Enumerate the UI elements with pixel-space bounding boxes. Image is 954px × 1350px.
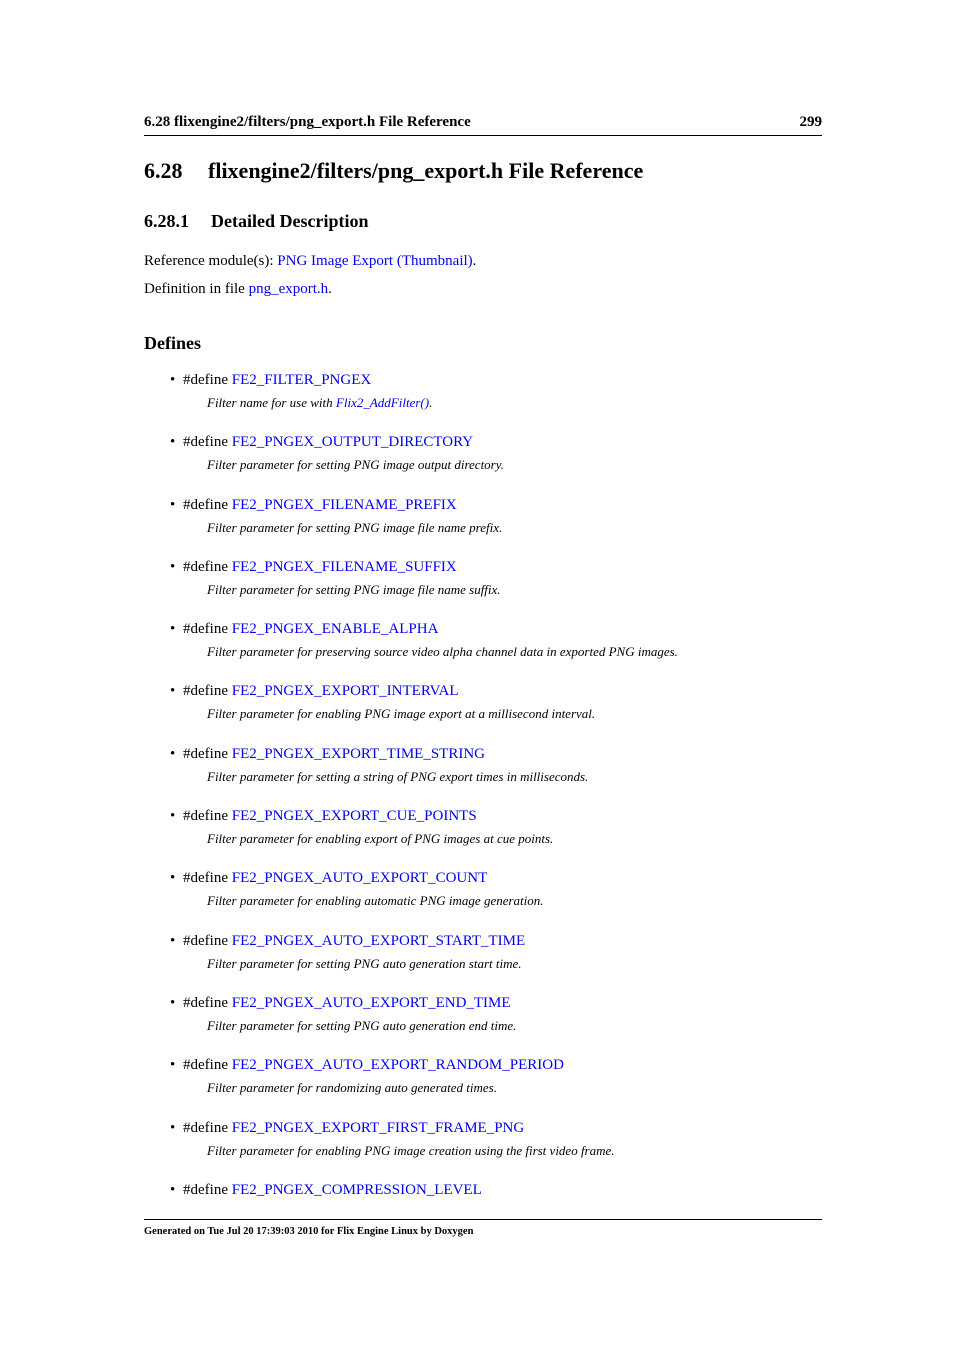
document-page [144,0,822,1350]
bullet-icon: • [170,621,176,638]
bullet-icon: • [170,496,176,513]
define-description [207,1143,822,1159]
define-description-text: Filter parameter for setting PNG image file name suffix. [207,581,501,597]
define-description-text: Filter parameter for enabling automatic PNG image generation. [207,893,544,909]
define-line [170,744,822,764]
page-footer: Generated on Tue Jul 20 17:39:03 2010 for Flix Engine Linux by Doxygen [144,1219,822,1238]
bullet-icon: • [170,558,176,575]
define-name-link[interactable]: FE2_PNGEX_COMPRESSION_LEVEL [231,1181,482,1198]
define-keyword: #define [183,932,232,949]
define-item [144,1118,822,1180]
define-description [207,395,822,411]
define-description-text: Filter parameter for setting PNG image output directory. [207,457,505,473]
define-description [207,520,822,536]
define-description-text: Filter parameter for setting PNG image file name prefix. [207,519,503,535]
define-name-link[interactable]: FE2_PNGEX_EXPORT_CUE_POINTS [231,808,477,825]
reference-module-link[interactable]: PNG Image Export (Thumbnail) [277,253,473,269]
define-line [170,993,822,1013]
define-item [144,931,822,993]
define-description-text: Filter parameter for enabling PNG image export at a millisecond interval. [207,706,596,722]
define-item [144,993,822,1055]
define-line [170,557,822,577]
bullet-icon: • [170,372,176,388]
bullet-icon: • [170,745,176,762]
define-description-text: Filter parameter for setting PNG auto generation end time. [207,1017,517,1033]
bullet-icon: • [170,1057,176,1074]
define-keyword: #define [183,808,232,825]
bullet-icon: • [170,994,176,1011]
subsection-title [144,209,368,233]
define-keyword: #define [183,1057,232,1074]
define-description-link[interactable]: Flix2_AddFilter() [335,395,430,410]
define-item [144,495,822,557]
define-item [144,681,822,743]
define-name-link[interactable]: FE2_PNGEX_EXPORT_TIME_STRING [231,745,486,762]
define-description [207,457,822,473]
define-item [144,370,822,432]
define-description [207,769,822,785]
definition-file-prefix: Definition in file [144,281,249,297]
define-line [170,1180,822,1200]
define-item [144,744,822,806]
define-name-link[interactable]: FE2_PNGEX_OUTPUT_DIRECTORY [231,434,474,451]
define-name-link[interactable]: FE2_PNGEX_EXPORT_FIRST_FRAME_PNG [231,1119,525,1136]
subsection-number: 6.28.1 [144,211,189,231]
define-keyword: #define [183,683,232,700]
define-name-link[interactable]: FE2_PNGEX_AUTO_EXPORT_COUNT [231,870,488,887]
define-description [207,1080,822,1096]
bullet-icon: • [170,808,176,825]
define-keyword: #define [183,621,232,638]
define-line [170,370,822,390]
define-line [170,806,822,826]
define-keyword: #define [183,1119,232,1136]
define-description-text: Filter parameter for preserving source video alpha channel data in exported PNG images. [207,644,678,660]
define-name-link[interactable]: FE2_PNGEX_EXPORT_INTERVAL [231,683,459,700]
define-line [170,931,822,951]
section-title [144,157,643,185]
define-description [207,831,822,847]
define-description [207,893,822,909]
define-description [207,1018,822,1034]
definition-file-link[interactable]: png_export.h [248,281,329,297]
defines-heading: Defines [144,333,201,353]
define-description-text: Filter parameter for setting a string of PNG export times in milliseconds. [207,768,589,784]
bullet-icon: • [170,1119,176,1136]
define-keyword: #define [183,870,232,887]
reference-modules-line [144,251,476,271]
reference-modules-prefix: Reference module(s): [144,253,278,269]
define-name-link[interactable]: FE2_PNGEX_AUTO_EXPORT_RANDOM_PERIOD [231,1057,564,1074]
define-item [144,619,822,681]
define-line [170,868,822,888]
define-description-text: Filter name for use with [207,395,336,410]
definition-file-line [144,279,332,299]
define-description [207,582,822,598]
define-item [144,1055,822,1117]
define-item [144,868,822,930]
define-line [170,1055,822,1075]
define-description-suffix: . [429,395,433,410]
running-header-title: 6.28 flixengine2/filters/png_export.h File Reference [144,114,471,130]
definition-file-suffix: . [328,281,332,297]
define-line [170,1118,822,1138]
define-item [144,557,822,619]
define-description-text: Filter parameter for enabling export of PNG images at cue points. [207,831,554,847]
running-header [144,113,822,136]
define-keyword: #define [183,745,232,762]
define-line [170,681,822,701]
define-description [207,956,822,972]
define-line [170,432,822,452]
section-title-text: flixengine2/filters/png_export.h File Reference [208,158,644,183]
define-name-link[interactable]: FE2_PNGEX_AUTO_EXPORT_START_TIME [231,932,526,949]
bullet-icon: • [170,683,176,700]
subsection-title-text: Detailed Description [211,211,369,231]
define-list [144,370,822,1242]
define-keyword: #define [183,1181,232,1198]
define-description-text: Filter parameter for randomizing auto generated times. [207,1080,497,1096]
section-number: 6.28 [144,158,183,183]
define-name-link[interactable]: FE2_PNGEX_FILENAME_PREFIX [231,496,457,513]
bullet-icon: • [170,870,176,887]
bullet-icon: • [170,1181,176,1198]
define-keyword: #define [183,558,232,575]
define-item [144,806,822,868]
page-number: 299 [799,114,822,130]
define-name-link[interactable]: FE2_PNGEX_ENABLE_ALPHA [231,621,439,638]
define-keyword: #define [183,434,232,451]
define-item [144,432,822,494]
bullet-icon: • [170,932,176,949]
define-description [207,644,822,660]
define-keyword: #define [183,372,232,388]
define-keyword: #define [183,994,232,1011]
define-description-text: Filter parameter for enabling PNG image creation using the first video frame. [207,1142,615,1158]
bullet-icon: • [170,434,176,451]
define-name-link[interactable]: FE2_PNGEX_AUTO_EXPORT_END_TIME [231,994,511,1011]
define-name-link[interactable]: FE2_FILTER_PNGEX [231,372,372,388]
define-description [207,706,822,722]
define-description-text: Filter parameter for setting PNG auto generation start time. [207,955,522,971]
define-line [170,619,822,639]
define-keyword: #define [183,496,232,513]
define-name-link[interactable]: FE2_PNGEX_FILENAME_SUFFIX [231,558,457,575]
reference-modules-suffix: . [472,253,477,269]
define-line [170,495,822,515]
